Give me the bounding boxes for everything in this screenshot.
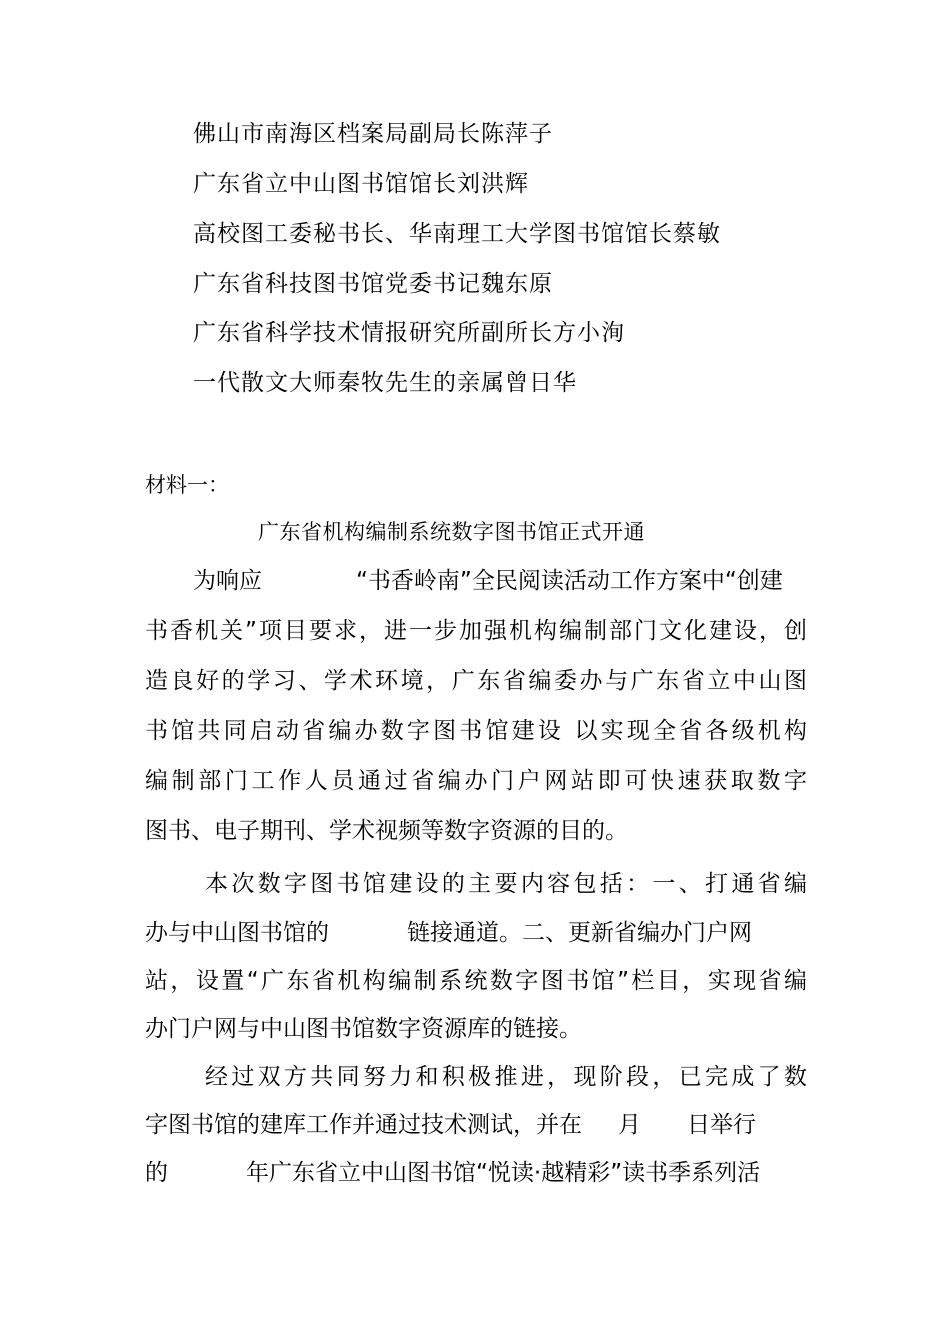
article-title: 广东省机构编制系统数字图书馆正式开通: [258, 520, 645, 544]
text-fragment: 链接通道。二、更新省编办门户网: [407, 920, 752, 946]
paragraph-line: 造良好的学习、学术环境，广东省编委办与广东省立中山图: [145, 668, 807, 694]
attendee-line: 广东省立中山图书馆馆长刘洪辉: [193, 171, 529, 197]
attendee-line: 广东省科学技术情报研究所副所长方小洵: [193, 320, 625, 346]
text-fragment: 月: [618, 1112, 641, 1138]
attendee-line: 广东省科技图书馆党委书记魏东原: [193, 271, 553, 297]
text-fragment: 办与中山图书馆的: [145, 920, 329, 946]
paragraph-line: [145, 1158, 807, 1188]
text-fragment: “书香岭南”全民阅读活动工作方案中“创建: [356, 568, 783, 594]
paragraph-line: [145, 918, 807, 948]
attendee-line: 一代散文大师秦牧先生的亲属曾日华: [193, 370, 577, 396]
attendee-line: 佛山市南海区档案局副局长陈萍子: [193, 121, 553, 147]
text-fragment: 日举行: [687, 1112, 756, 1138]
paragraph-line: 书香机关”项目要求，进一步加强机构编制部门文化建设，创: [145, 618, 807, 644]
text-fragment: 年广东省立中山图书馆“悦读·越精彩”读书季系列活: [246, 1160, 761, 1186]
paragraph-line: 图书、电子期刊、学术视频等数字资源的目的。: [145, 818, 628, 844]
text-fragment: 为响应: [193, 568, 262, 594]
text-fragment: 的: [145, 1160, 168, 1186]
paragraph-line: 编制部门工作人员通过省编办门户网站即可快速获取数字: [145, 768, 807, 794]
text-fragment: 字图书馆的建库工作并通过技术测试，并在: [145, 1112, 582, 1138]
material-label: 材料一：: [145, 473, 229, 497]
attendee-line: 高校图工委秘书长、华南理工大学图书馆馆长蔡敏: [193, 221, 721, 247]
paragraph-line: [145, 1110, 807, 1140]
paragraph-line: 经过双方共同努力和积极推进，现阶段，已完成了数: [205, 1064, 807, 1090]
paragraph-line: 站，设置“广东省机构编制系统数字图书馆”栏目，实现省编: [145, 968, 807, 994]
paragraph-line: 本次数字图书馆建设的主要内容包括：一、打通省编: [205, 871, 807, 897]
paragraph-line: 书馆共同启动省编办数字图书馆建设 以实现全省各级机构: [145, 718, 807, 744]
paragraph-line: [193, 566, 807, 596]
paragraph-line: 办门户网与中山图书馆数字资源库的链接。: [145, 1016, 582, 1042]
